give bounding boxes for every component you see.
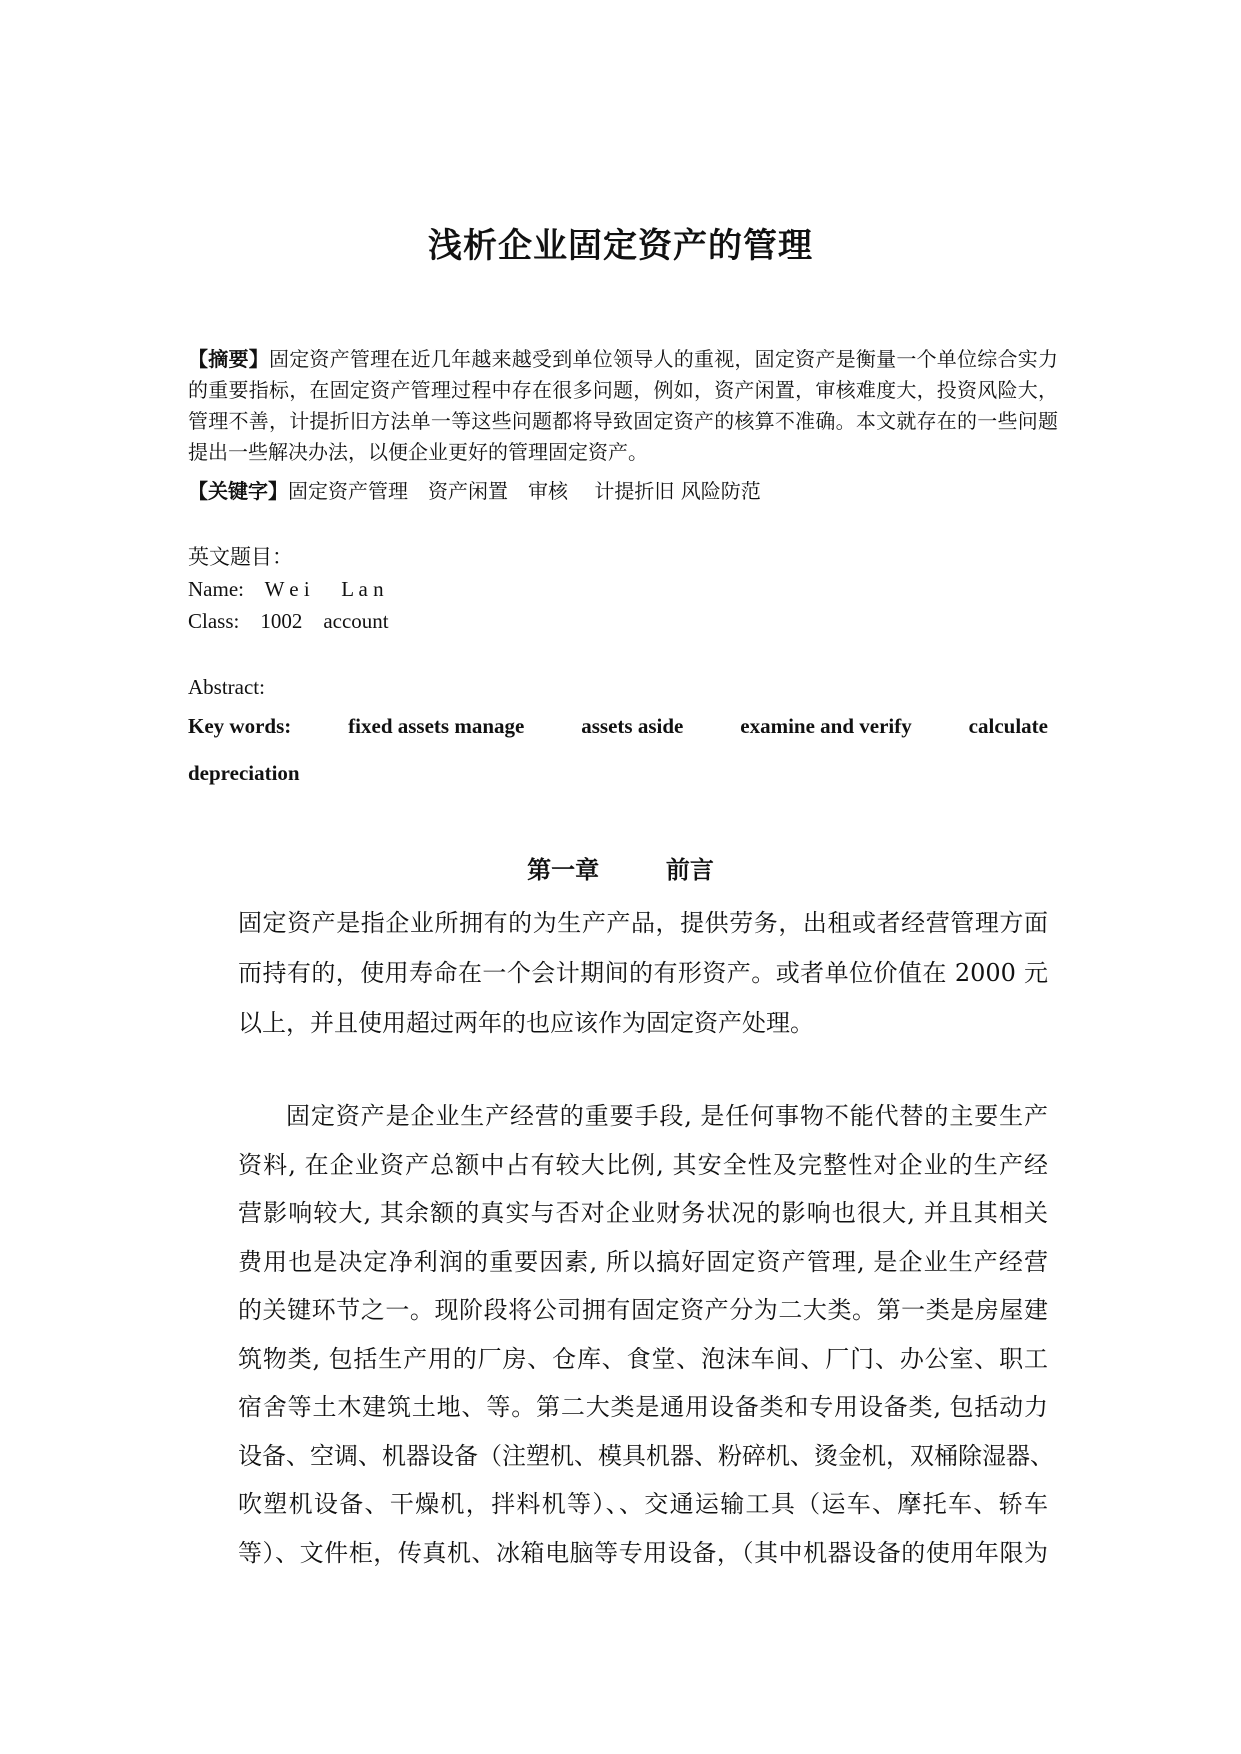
paragraph-line: 设备、空调、机器设备（注塑机、模具机器、粉碎机、烫金机，双桶除湿器、 — [238, 1441, 1054, 1470]
abstract-text: 固定资产管理在近几年越来越受到单位领导人的重视，固定资产是衡量一个单位综合实力的重要指标，在固定资产管理过程中存在很多问题，例如，资产闲置，审核难度大，投资风险大，管理不善，计提折旧方法单一等这些问题都将导致固定资产的核算不准确。本文就存在的一些问题提出一些解决办法，以便企业更好的管理固定资产。 — [188, 347, 1059, 464]
abstract-label: 【摘要】 — [188, 347, 269, 371]
paragraph-line: 固定资产是指企业所拥有的为生产产品，提供劳务，出租或者经营管理方面 — [238, 909, 1048, 937]
paragraph-line: 等）、文件柜，传真机、冰箱电脑等专用设备，（其中机器设备的使用年限为 — [238, 1538, 1048, 1567]
paragraph-line: 固定资产是企业生产经营的重要手段, 是任何事物不能代替的主要生产 — [286, 1102, 1048, 1130]
keywords-cn — [188, 476, 1058, 507]
chapter-heading: 第一章 前言 — [527, 856, 714, 884]
paragraph-line: 宿舍等土木建筑土地、等。第二大类是通用设备类和专用设备类, 包括动力 — [238, 1393, 1048, 1421]
abstract-cn — [188, 344, 1058, 468]
document-title: 浅析企业固定资产的管理 — [428, 226, 813, 266]
paragraph-line: 的关键环节之一。现阶段将公司拥有固定资产分为二大类。第一类是房屋建 — [238, 1296, 1048, 1324]
paragraph-line: 筑物类, 包括生产用的厂房、仓库、食堂、泡沫车间、厂门、办公室、职工 — [238, 1344, 1048, 1373]
paragraph-line: 营影响较大, 其余额的真实与否对企业财务状况的影响也很大, 并且其相关 — [238, 1199, 1048, 1227]
paragraph-line: 而持有的，使用寿命在一个会计期间的有形资产。或者单位价值在 2000 元 — [238, 959, 1048, 987]
english-title-label: 英文题目： — [188, 545, 293, 569]
keywords-cn-label: 【关键字】 — [188, 479, 288, 503]
author-class: Class: 1002 account — [188, 609, 389, 633]
keywords-en-item: calculate — [968, 714, 1048, 738]
paragraph-line: 资料, 在企业资产总额中占有较大比例, 其安全性及完整性对企业的生产经 — [238, 1150, 1048, 1179]
paragraph-1 — [238, 898, 1048, 1048]
english-info — [188, 541, 1058, 637]
paragraph-line: 吹塑机设备、干燥机，拌料机等）、、交通运输工具（运车、摩托车、轿车 — [238, 1490, 1048, 1518]
paragraph-2 — [238, 1092, 1054, 1577]
keywords-en — [188, 710, 1048, 789]
keywords-en-continuation: depreciation — [188, 761, 300, 785]
keywords-en-item: assets aside — [581, 714, 684, 738]
paragraph-line: 以上，并且使用超过两年的也应该作为固定资产处理。 — [238, 1009, 814, 1037]
paragraph-line: 费用也是决定净利润的重要因素, 所以搞好固定资产管理, 是企业生产经营 — [238, 1247, 1048, 1276]
keywords-en-row — [188, 710, 1048, 742]
keywords-en-label: Key words: — [188, 714, 292, 738]
abstract-en-label: Abstract: — [188, 675, 265, 699]
keywords-en-item: fixed assets manage — [348, 714, 525, 738]
keywords-en-item: examine and verify — [740, 714, 912, 738]
keywords-cn-text: 固定资产管理 资产闲置 审核 计提折旧 风险防范 — [288, 479, 761, 503]
author-name: Name: W e i L a n — [188, 577, 384, 601]
